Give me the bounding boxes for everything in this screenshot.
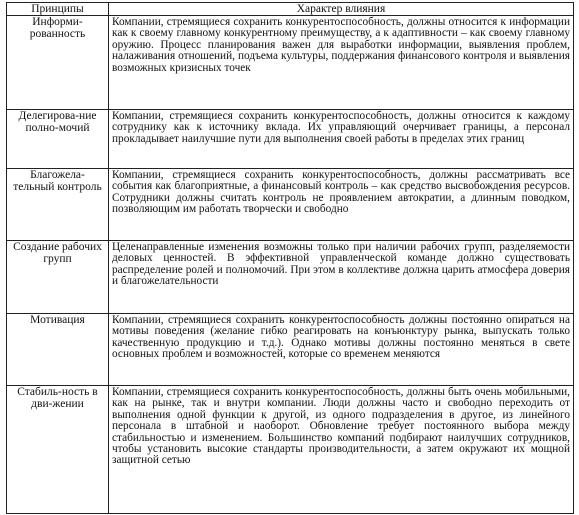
table-row bbox=[7, 169, 574, 241]
table-row bbox=[7, 386, 574, 514]
description-cell: Целенаправленные изменения возможны только при наличии рабочих групп, разделяемости деловых ценностей. В эффективной управленческой команде должно существовать распределение ролей и полномочий. При этом в коллективе должна царить атмосфера доверия и благожелательности bbox=[109, 241, 574, 314]
principle-cell: Создание рабочих групп bbox=[7, 241, 109, 314]
table-row bbox=[7, 314, 574, 386]
principle-cell: Благожела-тельный контроль bbox=[7, 169, 109, 241]
description-cell: Компании, стремящиеся сохранить конкурентоспособность, должны быть очень мобильными, как на рынке, так и внутри компании. Люди должны часто и свободно переходить от выполнения одной функции к другой, из одного подразделения в другое, из линейного персонала в штабной и наоборот. Обновление требует постоянного выбора между стабильностью и изменением. Большинство компаний подбирают наилучших сотрудников, чтобы установить высокие стандарты производительности, а затем окружают их мощной защитной сетью bbox=[109, 386, 574, 514]
description-cell: Компании, стремящиеся сохранить конкурентоспособность, должны относится к информации как к своему главному конкурентному преимуществу, а к адаптивности – как своему главному оружию. Процесс планирования важен для выработки информации, выявления проблем, налаживания отношений, подъема культуры, поддержания финансового контроля и выявления возможных кризисных точек bbox=[109, 16, 574, 110]
table-row bbox=[7, 16, 574, 110]
table-header-row bbox=[7, 3, 574, 16]
header-influence: Характер влияния bbox=[109, 3, 574, 16]
header-principles: Принципы bbox=[7, 3, 109, 16]
description-cell: Компании, стремящиеся сохранить конкурентоспособность, должны относится к каждому сотруднику как к источнику вклада. Их управляющий очерчивает границы, а персонал прокладывает наилучшие пути для выполнения своей работы в пределах этих границ bbox=[109, 110, 574, 169]
description-cell: Компании, стремящиеся сохранить конкурентоспособность, должны рассматривать все события как благоприятные, а финансовый контроль – как средство высвобождения ресурсов. Сотрудники должны считать контроль не проявлением автократии, а длинным поводком, позволяющим им работать творчески и свободно bbox=[109, 169, 574, 241]
principle-cell: Информи-рованность bbox=[7, 16, 109, 110]
table-row bbox=[7, 241, 574, 314]
principle-cell: Делегирова-ние полно-мочий bbox=[7, 110, 109, 169]
description-cell: Компании, стремящиеся сохранить конкурентоспособность должны постоянно опираться на мотивы поведения (желание гибко реагировать на конъюнктуру рынка, выпускать только качественную продукцию и т.д.). Однако мотивы должны постоянно меняться в свете основных проблем и возможностей, которые со временем меняются bbox=[109, 314, 574, 386]
principle-cell: Мотивация bbox=[7, 314, 109, 386]
table-row bbox=[7, 110, 574, 169]
principle-cell: Стабиль-ность в дви-жении bbox=[7, 386, 109, 514]
principles-table bbox=[6, 2, 574, 514]
